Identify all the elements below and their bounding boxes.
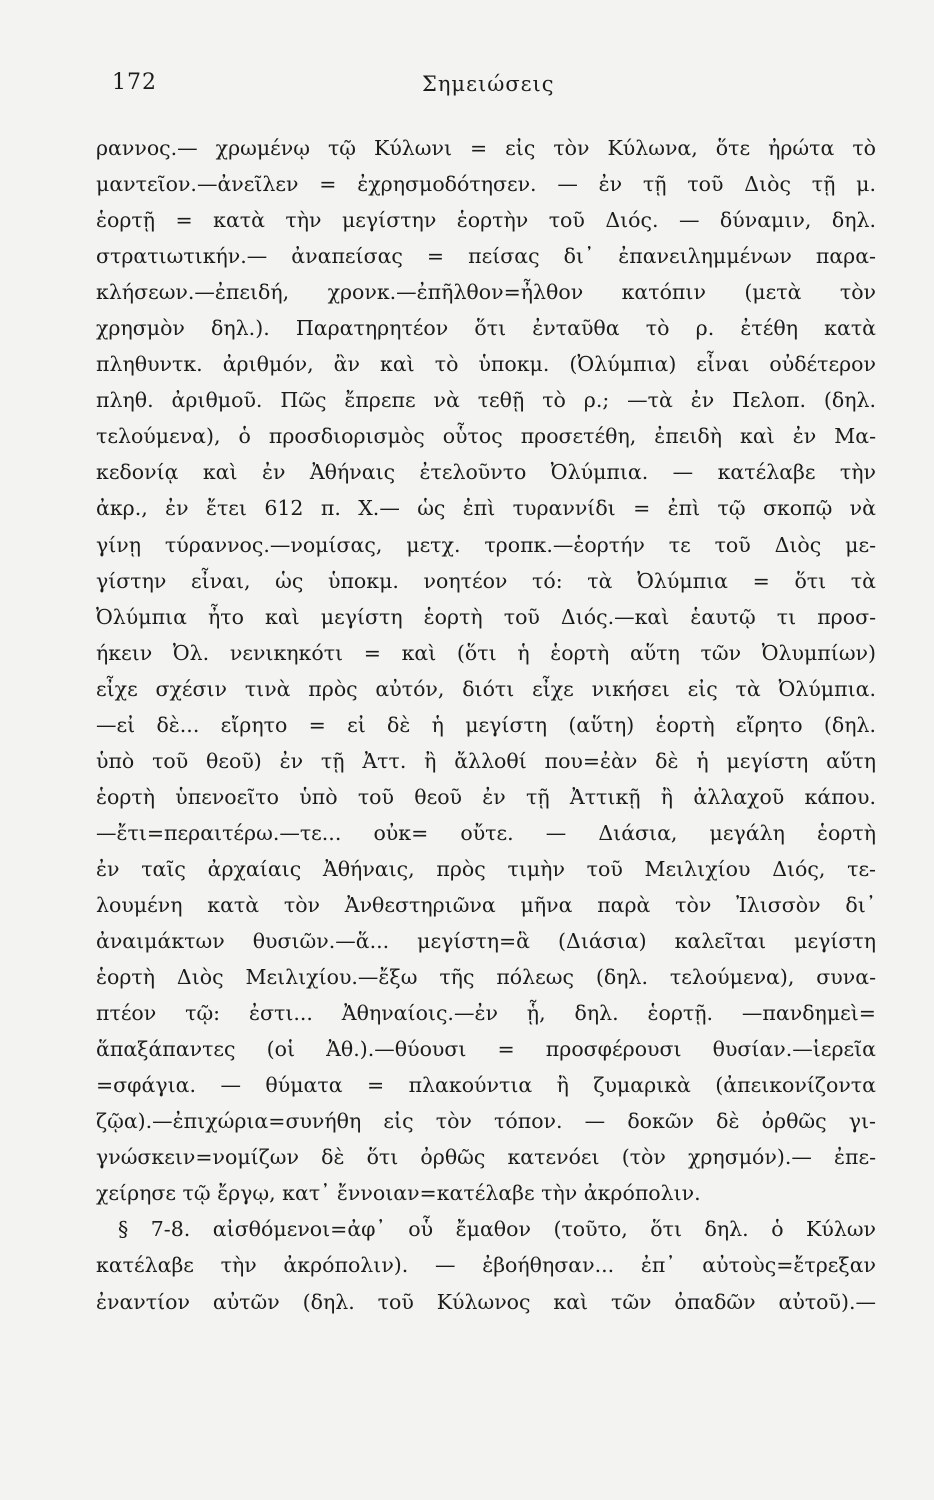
text-line: στρατιωτικήν.— ἀναπείσας = πείσας δι᾽ ἐπανειλημμένων παρα- bbox=[96, 244, 876, 269]
text-line: κατέλαβε τὴν ἀκρόπολιν). — ἐβοήθησαν... ἐπ᾽ αὐτοὺς=ἔτρεξαν bbox=[96, 1253, 876, 1278]
text-line: § 7-8. αἰσθόμενοι=ἀφ᾽ οὗ ἔμαθον (τοῦτο, ὅτι δηλ. ὁ Κύλων bbox=[118, 1217, 876, 1242]
text-line: πληθυντκ. ἀριθμόν, ἂν καὶ τὸ ὑποκμ. (Ὀλύμπια) εἶναι οὐδέτερον bbox=[96, 352, 876, 377]
text-line: ἀκρ., ἐν ἔτει 612 π. Χ.— ὡς ἐπὶ τυραννίδι = ἐπὶ τῷ σκοπῷ νὰ bbox=[96, 496, 876, 521]
text-line: μαντεῖον.—ἀνεῖλεν = ἐχρησμοδότησεν. — ἐν τῇ τοῦ Διὸς τῇ μ. bbox=[96, 172, 876, 197]
text-line: γίνῃ τύραννος.—νομίσας, μετχ. τροπκ.—ἑορτήν τε τοῦ Διὸς με- bbox=[96, 532, 876, 557]
text-line: ὑπὸ τοῦ θεοῦ) ἐν τῇ Ἀττ. ἢ ἄλλοθί που=ἐὰν δὲ ἡ μεγίστη αὕτη bbox=[96, 748, 876, 773]
text-line: κεδονίᾳ καὶ ἐν Ἀθήναις ἐτελοῦντο Ὀλύμπια. — κατέλαβε τὴν bbox=[96, 460, 876, 485]
text-line: ἀναιμάκτων θυσιῶν.—ἅ... μεγίστη=ἃ (Διάσια) καλεῖται μεγίστη bbox=[96, 929, 876, 954]
text-line: λουμένη κατὰ τὸν Ἀνθεστηριῶνα μῆνα παρὰ τὸν Ἰλισσὸν δι᾽ bbox=[96, 892, 876, 917]
text-line: ἐν ταῖς ἀρχαίαις Ἀθήναις, πρὸς τιμὴν τοῦ Μειλιχίου Διός, τε- bbox=[96, 856, 876, 881]
text-line: —εἰ δὲ... εἴρητο = εἰ δὲ ἡ μεγίστη (αὕτη) ἑορτὴ εἴρητο (δηλ. bbox=[96, 712, 876, 737]
text-line: γίστην εἶναι, ὡς ὑποκμ. νοητέον τό: τὰ Ὀλύμπια = ὅτι τὰ bbox=[96, 568, 876, 593]
text-line: γνώσκειν=νομίζων δὲ ὅτι ὀρθῶς κατενόει (τὸν χρησμόν).— ἐπε- bbox=[96, 1145, 876, 1170]
text-line: ἑορτὴ Διὸς Μειλιχίου.—ἔξω τῆς πόλεως (δηλ. τελούμενα), συνα- bbox=[96, 965, 876, 990]
running-head: Σημειώσεις bbox=[422, 72, 555, 96]
text-line: ἅπαξάπαντες (οἱ Ἀθ.).—θύουσι = προσφέρουσι θυσίαν.—ἱερεῖα bbox=[96, 1037, 876, 1062]
text-line: ἑορτὴ ὑπενοεῖτο ὑπὸ τοῦ θεοῦ ἐν τῇ Ἀττικῇ ἢ ἀλλαχοῦ κάπου. bbox=[96, 784, 876, 809]
page-number: 172 bbox=[112, 70, 157, 95]
text-line: χρησμὸν δηλ.). Παρατηρητέον ὅτι ἐνταῦθα τὸ ρ. ἐτέθη κατὰ bbox=[96, 316, 876, 341]
text-line: Ὀλύμπια ἦτο καὶ μεγίστη ἑορτὴ τοῦ Διός.—καὶ ἑαυτῷ τι προσ- bbox=[96, 604, 876, 629]
text-line: εἶχε σχέσιν τινὰ πρὸς αὐτόν, διότι εἶχε νικήσει εἰς τὰ Ὀλύμπια. bbox=[96, 676, 876, 701]
text-line: κλήσεων.—ἐπειδή, χρονκ.—ἐπῆλθον=ἦλθον κατόπιν (μετὰ τὸν bbox=[96, 280, 876, 305]
text-line: ήκειν Ὀλ. νενικηκότι = καὶ (ὅτι ἡ ἑορτὴ αὕτη τῶν Ὀλυμπίων) bbox=[96, 640, 876, 665]
notes-body bbox=[96, 130, 876, 1320]
text-line: πληθ. ἀριθμοῦ. Πῶς ἔπρεπε νὰ τεθῇ τὸ ρ.; —τὰ ἐν Πελοπ. (δηλ. bbox=[96, 388, 876, 413]
text-line: τελούμενα), ὁ προσδιορισμὸς οὗτος προσετέθη, ἐπειδὴ καὶ ἐν Μα- bbox=[96, 424, 876, 449]
text-line: χείρησε τῷ ἔργῳ, κατ᾽ ἔννοιαν=κατέλαβε τὴν ἀκρόπολιν. bbox=[96, 1181, 701, 1206]
text-line: ἐναντίον αὐτῶν (δηλ. τοῦ Κύλωνος καὶ τῶν ὀπαδῶν αὐτοῦ).— bbox=[96, 1289, 876, 1314]
text-line: ἑορτῇ = κατὰ τὴν μεγίστην ἑορτὴν τοῦ Διός. — δύναμιν, δηλ. bbox=[96, 208, 876, 233]
text-line: —ἔτι=περαιτέρω.—τε... οὐκ= οὔτε. — Διάσια, μεγάλη ἑορτὴ bbox=[96, 820, 876, 845]
page-header bbox=[112, 70, 852, 106]
text-line: ραννος.— χρωμένῳ τῷ Κύλωνι = εἰς τὸν Κύλωνα, ὅτε ἠρώτα τὸ bbox=[96, 136, 876, 160]
text-line: =σφάγια. — θύματα = πλακούντια ἢ ζυμαρικὰ (ἀπεικονίζοντα bbox=[96, 1073, 876, 1098]
text-line: ζῷα).—ἐπιχώρια=συνήθη εἰς τὸν τόπον. — δοκῶν δὲ ὀρθῶς γι- bbox=[96, 1109, 876, 1134]
text-line: πτέον τῷ: ἐστι... Ἀθηναίοις.—ἐν ᾗ, δηλ. ἑορτῇ. —πανδημεὶ= bbox=[96, 1001, 876, 1026]
